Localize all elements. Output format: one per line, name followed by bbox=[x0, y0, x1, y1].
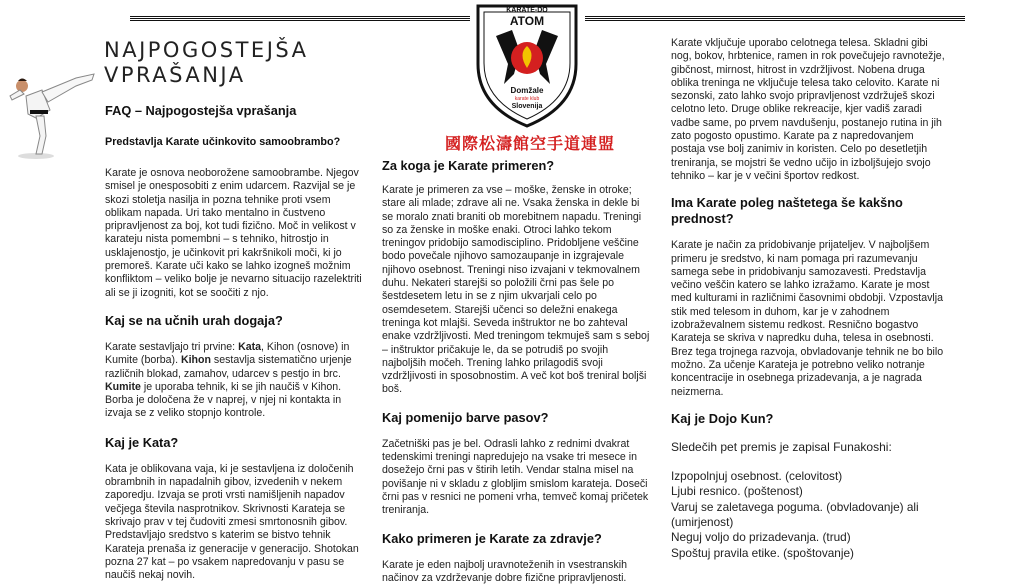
answer-who-for: Karate je primeren za vse – moške, ženske in otroke; stare ali mlade; zdrave ali ne. Vsaka ženska in dekle bi se moralo znati braniti ob morebitnem napadu. Treningi so za ženske in moške enaki. Otroci lahko tekom treningov pridobijo samodisciplino. Pridobljene veščine bodo povečale njihovo samozaupanje in izgrajevale njihovo osebnost. Treningi niso izvajani v tekmovalnem duhu. Nekateri starejši so položili črni pas šele po šestdesetem letu in se z njim ukvarjali celo po osemdesetem. Starejši učenci so deležni enakega treninga kot mlajši. Seveda inštruktor ne bo zahteval enake vzdržljivosti. Med treningom tekmuješ sam s seboj – inštruktor pričakuje le, da se potrudiš po svojih najboljših močeh. Trening lahko prilagodiš svoji vzdržljivosti in sposobnostim. A več kot boš treniral boljši boš. bbox=[382, 184, 650, 396]
answer-other-advantages: Karate je način za pridobivanje prijateljev. V najboljšem primeru je sredstvo, ki nam pomaga pri razumevanju samega sebe in pridobivanju samozavesti. Predstavlja večino veščin katero se lahko izražamo. Karate je most med kulturami in različnimi časovnimi obdobji. Vzpostavlja stik med telesom in duhom, kar je v zahodnem izobraževalnem sistemu redkost. Resnično bogastvo Karateja se skriva v napredku duha, telesa in osebnosti. Brez tega trojnega razvoja, obvladovanje tehnik ne bo bilo možno. Za učenje Karateja je potrebno veliko notranje koncentracije in osebnega prizadevanja, a je nagrada neizmerna. bbox=[671, 239, 944, 398]
list-item: Varuj se zaletavega poguma. (obvladovanje) ali (umirjenost) bbox=[671, 499, 919, 530]
list-item: Neguj voljo do prizadevanja. (trud) bbox=[671, 530, 851, 545]
dojo-kun-intro: Sledečih pet premis je zapisal Funakoshi: bbox=[671, 439, 892, 454]
list-item: Ljubi resnico. (poštenost) bbox=[671, 484, 803, 499]
header-rule-left bbox=[130, 16, 470, 22]
list-item: Spoštuj pravila etike. (spoštovanje) bbox=[671, 545, 854, 560]
question-belt-colors: Kaj pomenijo barve pasov? bbox=[382, 409, 549, 425]
page-title-line1: NAJPOGOSTEJŠA bbox=[104, 38, 309, 62]
list-item: Izpopolnjuj osebnost. (celovitost) bbox=[671, 469, 843, 484]
answer-health-continued: Karate vključuje uporabo celotnega telesa. Skladni gibi nog, bokov, hrbtenice, ramen in rok povečujejo ravnotežje, gibčnost, mirnost, hitrost in vzdržljivost. Nobena druga oblika treninga ne vključuje telesa tako celovito. Karate ni sezonski, zato lahko svojo pripravljenost vzdržuješ skozi celotno leto. Druge oblike rekreacije, kjer vadiš zaradi vadbe same, po prvem navdušenju, postanejo rutina in jih zato pogosto opustimo. Karate pa z napredovanjem postaja vse bolj zanimiv in koristen. Celo po desetletjih treniranja, se mojstri še vedno učijo in izboljšujejo svojo tehniko – kar je v večini športov redkost. bbox=[671, 37, 945, 182]
karate-do-atom-club-logo bbox=[474, 2, 580, 128]
answer-lessons: Karate sestavljajo tri prvine: Kata, Kihon (osnove) in Kumite (borba). Kihon sestavlja sistematično urjenje različnih blokad, zamahov, udarcev s pestjo in brc. Kumite je uporaba tehnik, ki se jih naučiš v Kihon. Borba je določena že v naprej, v njej ni kontakta in izvaja se z veliko stopnjo kontrole. bbox=[105, 340, 352, 420]
column-middle bbox=[382, 158, 650, 585]
page-title bbox=[104, 38, 308, 88]
answer-health-start: Karate je eden najbolj uravnoteženih in vsestranskih načinov za vzdrževanje dobre fizične pripravljenosti. bbox=[382, 558, 627, 584]
question-self-defense: Predstavlja Karate učinkovito samoobrambo? bbox=[105, 136, 341, 148]
logo-text-atom: ATOM bbox=[509, 14, 545, 28]
question-kata: Kaj je Kata? bbox=[105, 434, 179, 450]
column-left bbox=[105, 103, 367, 582]
question-dojo-kun: Kaj je Dojo Kun? bbox=[671, 410, 774, 426]
federation-chinese-title: 國際松濤館空手道連盟 bbox=[444, 134, 615, 153]
answer-belt-colors: Začetniški pas je bel. Odrasli lahko z rednimi dvakrat tedenskimi treningi napredujejo na vsake tri mesece in dosežejo črni pas v štirih letih. Vendar stalna misel na povišanje ni v skladu z globljim smislom karateja. Doseči črni pas v resnici ne pomeni vrha, temveč komaj pričetek treniranja. bbox=[382, 437, 649, 517]
question-health: Kako primeren je Karate za zdravje? bbox=[382, 530, 602, 546]
logo-text-karate-do: KARATE-DO bbox=[506, 7, 548, 14]
logo-text-country: Slovenija bbox=[511, 103, 543, 110]
answer-kata: Kata je oblikovana vaja, ki je sestavljena iz določenih obrambnih in napadalnih gibov, izvedenih v nekem zaporedju. Izvaja se proti vrsti namišljenih napadov večjega števila nasprotnikov. Skrivnosti Karateja se skrivajo prav v tej čudoviti zmesi smrtonosnih gibov. Predstavljajo sredstvo s katerim se bistvo tehnik Karateja prenaša iz generacije v generacijo. Shotokan pozna 27 kat – po vsakem napredovanju v pasu se naučiš nekaj novih. bbox=[105, 462, 359, 582]
question-other-advantages: Ima Karate poleg naštetega še kakšno prednost? bbox=[671, 195, 903, 227]
karateka-kick-illustration bbox=[6, 66, 96, 161]
answer-self-defense: Karate je osnova neoboroženе samoobrambe. Njegov smisel je onesposobiti z enim udarcem. Razvijal se je skozi stoletja nasilja in pozna tehnike proti vsem oblikam napada. Uri tako mentalno in čustveno pripravljenost za boj, kot tudi fizično. Moč in velikost v karateju nista pomembni – s tehniko, hitrostjo in usklajenostjo, je učinkovit pri kakršnikoli moči, ki jo premoreš. Karate uči kako se lahko izogneš možnim konfliktom – veliko bolje je nevarno situacijo razelektriti ali se ji izogniti, kot se soočiti z njo. bbox=[105, 167, 362, 299]
logo-text-sub: karate klub bbox=[514, 96, 540, 102]
dojo-kun-list bbox=[671, 469, 946, 561]
column-right bbox=[671, 37, 946, 561]
logo-text-town: Domžale bbox=[510, 86, 544, 95]
header-rule-right bbox=[585, 16, 965, 22]
page-title-line2: VPRAŠANJA bbox=[104, 63, 246, 87]
faq-heading: FAQ – Najpogostejša vprašanja bbox=[105, 103, 297, 118]
question-lessons: Kaj se na učnih urah dogaja? bbox=[105, 312, 283, 328]
question-who-for: Za koga je Karate primeren? bbox=[382, 158, 555, 173]
